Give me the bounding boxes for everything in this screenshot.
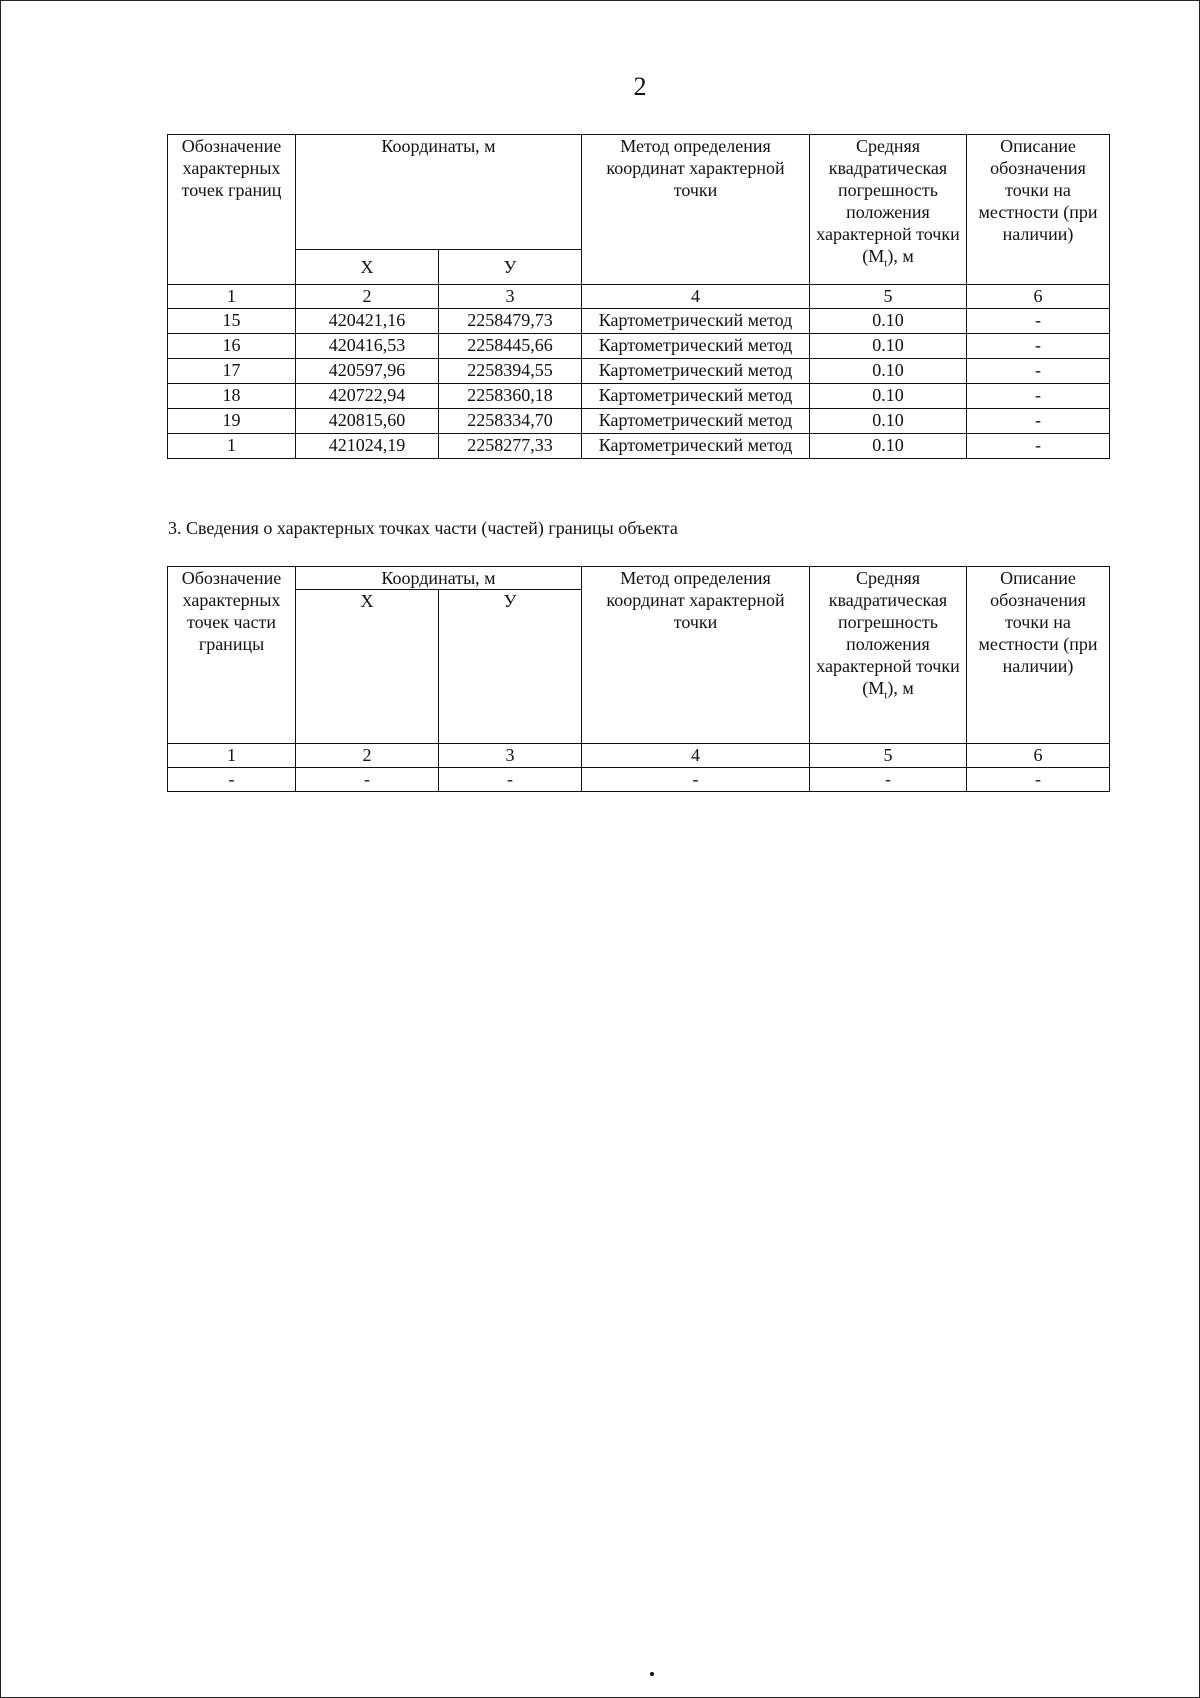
cell-x: -: [296, 768, 439, 792]
cell-point: 1: [168, 434, 296, 459]
cell-error: 0.10: [810, 434, 967, 459]
table-row: [168, 309, 1110, 334]
cell-method: Картометрический метод: [582, 359, 810, 384]
header-point: Обозначение характерных точек части границы: [168, 567, 296, 744]
cell-method: Картометрический метод: [582, 309, 810, 334]
cell-x: 420815,60: [296, 409, 439, 434]
header-description: Описание обозначения точки на местности (при наличии): [967, 135, 1110, 285]
table-header-row: [168, 567, 1110, 590]
cell-y: 2258479,73: [439, 309, 582, 334]
header-error-suffix: ), м: [887, 678, 914, 698]
header-coords: Координаты, м: [296, 135, 582, 250]
table-row: [168, 359, 1110, 384]
cell-method: Картометрический метод: [582, 409, 810, 434]
column-number: 4: [582, 285, 810, 309]
cell-y: 2258445,66: [439, 334, 582, 359]
header-y: У: [439, 250, 582, 285]
column-number-row: [168, 285, 1110, 309]
header-description: Описание обозначения точки на местности (при наличии): [967, 567, 1110, 744]
cell-description: -: [967, 334, 1110, 359]
boundary-points-table: [167, 134, 1110, 459]
section-3-title: 3. Сведения о характерных точках части (частей) границы объекта: [168, 518, 678, 538]
header-error-sub: t: [884, 257, 888, 270]
cell-point: 15: [168, 309, 296, 334]
column-number: 4: [582, 744, 810, 768]
cell-error: 0.10: [810, 309, 967, 334]
table-row: [168, 384, 1110, 409]
header-x: X: [296, 250, 439, 285]
cell-description: -: [967, 434, 1110, 459]
column-number: 6: [967, 744, 1110, 768]
cell-method: -: [582, 768, 810, 792]
cell-error: 0.10: [810, 359, 967, 384]
table-header-row: [168, 135, 1110, 250]
cell-error: 0.10: [810, 384, 967, 409]
cell-point: 18: [168, 384, 296, 409]
column-number: 6: [967, 285, 1110, 309]
column-number: 1: [168, 744, 296, 768]
header-method: Метод определения координат характерной точки: [582, 567, 810, 744]
cell-x: 421024,19: [296, 434, 439, 459]
column-number: 3: [439, 285, 582, 309]
cell-description: -: [967, 359, 1110, 384]
cell-y: -: [439, 768, 582, 792]
cell-description: -: [967, 409, 1110, 434]
cell-y: 2258360,18: [439, 384, 582, 409]
cell-method: Картометрический метод: [582, 384, 810, 409]
header-method: Метод определения координат характерной точки: [582, 135, 810, 285]
header-error-prefix: Средняя квадратическая погрешность положения характерной точки (M: [816, 136, 960, 266]
cell-method: Картометрический метод: [582, 434, 810, 459]
cell-error: -: [810, 768, 967, 792]
header-error-sub: t: [884, 689, 888, 702]
header-error: [810, 567, 967, 744]
header-error: [810, 135, 967, 285]
table-row: [168, 409, 1110, 434]
column-number: 2: [296, 744, 439, 768]
header-x: X: [296, 590, 439, 744]
cell-x: 420421,16: [296, 309, 439, 334]
cell-description: -: [967, 768, 1110, 792]
column-number: 2: [296, 285, 439, 309]
table-row: [168, 434, 1110, 459]
cell-method: Картометрический метод: [582, 334, 810, 359]
cell-error: 0.10: [810, 334, 967, 359]
cell-y: 2258394,55: [439, 359, 582, 384]
scan-dot: [650, 1672, 654, 1676]
column-number: 5: [810, 285, 967, 309]
part-boundary-points-table: [167, 566, 1110, 792]
cell-point: 19: [168, 409, 296, 434]
column-number: 1: [168, 285, 296, 309]
cell-point: -: [168, 768, 296, 792]
cell-point: 16: [168, 334, 296, 359]
cell-x: 420722,94: [296, 384, 439, 409]
cell-x: 420416,53: [296, 334, 439, 359]
cell-error: 0.10: [810, 409, 967, 434]
column-number-row: [168, 744, 1110, 768]
cell-y: 2258334,70: [439, 409, 582, 434]
cell-description: -: [967, 309, 1110, 334]
table-row: [168, 334, 1110, 359]
cell-x: 420597,96: [296, 359, 439, 384]
header-error-suffix: ), м: [887, 246, 914, 266]
header-error-prefix: Средняя квадратическая погрешность положения характерной точки (M: [816, 568, 960, 698]
cell-description: -: [967, 384, 1110, 409]
header-y: У: [439, 590, 582, 744]
column-number: 5: [810, 744, 967, 768]
column-number: 3: [439, 744, 582, 768]
cell-y: 2258277,33: [439, 434, 582, 459]
header-coords: Координаты, м: [296, 567, 582, 590]
cell-point: 17: [168, 359, 296, 384]
header-point: Обозначение характерных точек границ: [168, 135, 296, 285]
page-number: 2: [633, 72, 647, 101]
table-row: [168, 768, 1110, 792]
